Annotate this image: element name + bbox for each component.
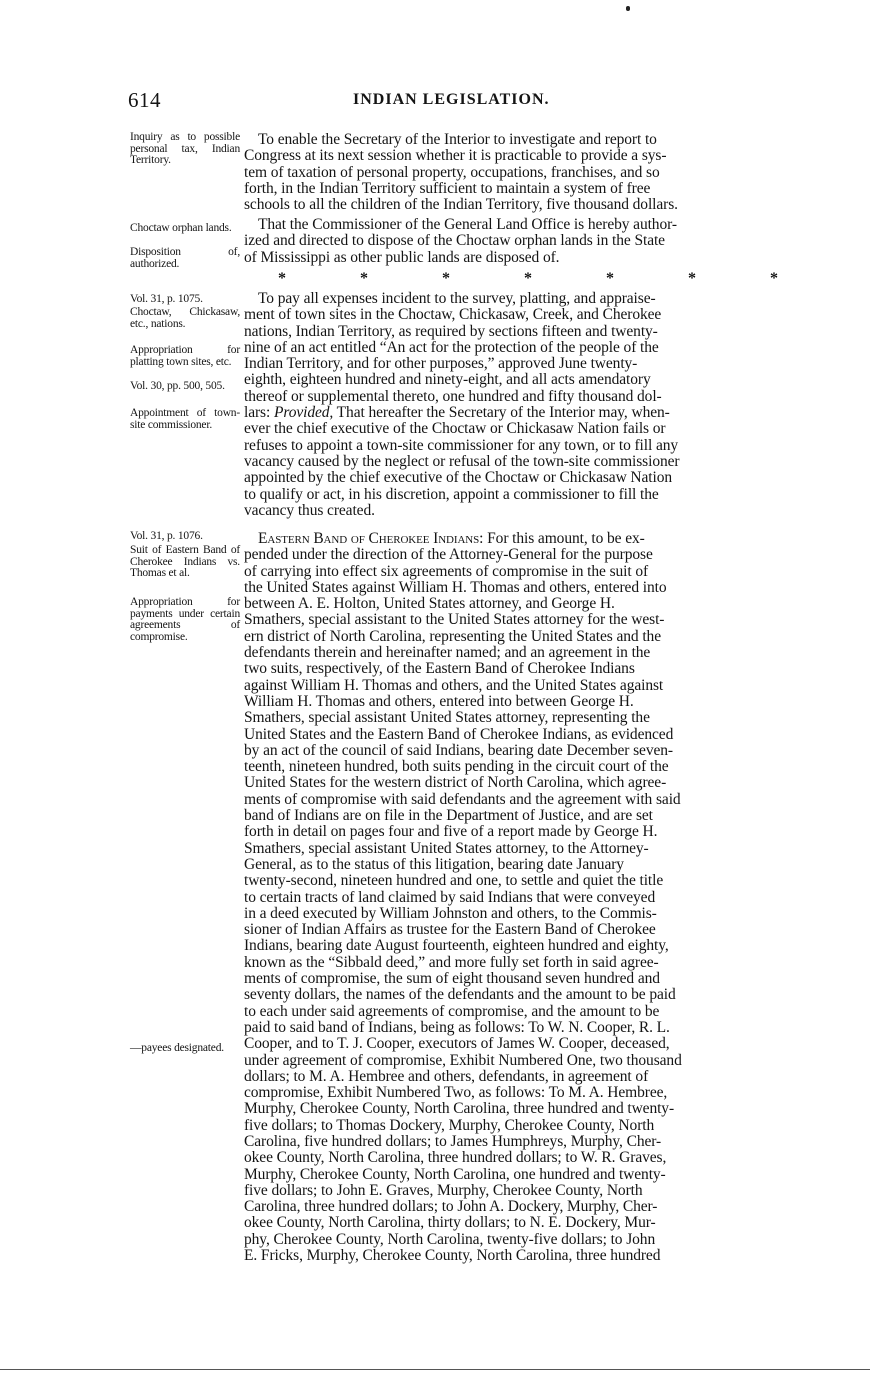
text-line: phy, Cherokee County, North Carolina, twenty-five dollars; to John bbox=[244, 1230, 656, 1248]
text-line: Smathers, special assistant to the United States attorney for the west- bbox=[244, 611, 665, 629]
text-line: sioner of Indian Affairs as trustee for the Eastern Band of Cherokee bbox=[244, 921, 656, 939]
text-line: That the Commissioner of the General Land Office is hereby author- bbox=[258, 216, 677, 233]
paragraph-choctaw-orphan-lands bbox=[244, 217, 800, 266]
text-line: in a deed executed by William Johnston and others, to the Commis- bbox=[244, 904, 657, 922]
text-line: paid to said band of Indians, being as follows: To W. N. Cooper, R. L. bbox=[244, 1018, 670, 1036]
margin-note-vol31-1075: Vol. 31, p. 1075. bbox=[130, 293, 203, 305]
star: * bbox=[688, 270, 696, 287]
text-line: thereof or supplemental thereto, one hundred and fifty thousand dol- bbox=[244, 387, 662, 405]
text-line: forth, in the Indian Territory sufficient to maintain a system of free bbox=[244, 179, 651, 197]
text-line: forth in detail on pages four and five of a report made by George H. bbox=[244, 823, 658, 841]
text-line: ment of town sites in the Choctaw, Chickasaw, Creek, and Cherokee bbox=[244, 306, 662, 324]
text-line: Smathers, special assistant United States attorney, to the Attorney- bbox=[244, 839, 649, 857]
text-line: To pay all expenses incident to the survey, platting, and appraise- bbox=[258, 290, 656, 307]
star: * bbox=[360, 270, 368, 287]
text-line: known as the “Sibbald deed,” and more fully set forth in said agree- bbox=[244, 953, 659, 971]
text-line: to certain tracts of land claimed by said Indians that were conveyed bbox=[244, 888, 656, 906]
text-line: Carolina, three hundred dollars; to John A. Dockery, Murphy, Cher- bbox=[244, 1198, 658, 1216]
text-line: okee County, North Carolina, three hundred dollars; to W. R. Graves, bbox=[244, 1149, 667, 1167]
text-line: the United States against William H. Thomas and others, entered into bbox=[244, 578, 667, 596]
text-line: vacancy thus created. bbox=[244, 501, 375, 519]
text-line: To enable the Secretary of the Interior to investigate and report to bbox=[258, 131, 657, 148]
page-header bbox=[128, 88, 800, 112]
eastern-band-first-rest: For this amount, to be ex- bbox=[483, 530, 645, 547]
text-line: between A. E. Holton, United States attorney, and George H. bbox=[244, 595, 615, 613]
margin-note-payees: —payees designated. bbox=[130, 1042, 224, 1054]
paragraph-inquiry bbox=[244, 132, 800, 213]
provided-rest: That hereafter the Secretary of the Interior may, when- bbox=[333, 404, 670, 422]
text-line: Smathers, special assistant United States attorney, representing the bbox=[244, 709, 650, 727]
star: * bbox=[770, 270, 778, 287]
margin-note-appointment: Appointment of town-site commissioner. bbox=[130, 407, 240, 431]
text-line: ments of compromise, the sum of eight thousand seven hundred and bbox=[244, 970, 660, 988]
text-line: of carrying into effect six agreements of compromise in the suit of bbox=[244, 562, 649, 580]
text-line: to each under said agreements of compromise, and the amount to be bbox=[244, 1002, 660, 1020]
margin-note-inquiry: Inquiry as to possible personal tax, Indian Territory. bbox=[130, 131, 240, 167]
margin-note-choctaw-nations: Choctaw, Chickasaw, etc., nations. bbox=[130, 306, 240, 330]
text-line: Indians, bearing date August fourteenth, eighteen hundred and eighty, bbox=[244, 937, 669, 955]
text-line: ern district of North Carolina, representing the United States and the bbox=[244, 627, 661, 645]
text-line: by an act of the council of said Indians, bearing date December seven- bbox=[244, 741, 673, 759]
margin-note-disposition: Disposition of, authorized. bbox=[130, 246, 240, 270]
star: * bbox=[442, 270, 450, 287]
eastern-band-heading: Eastern Band of Cherokee Indians: bbox=[258, 530, 484, 547]
text-line: seventy dollars, the names of the defendants and the amount to be paid bbox=[244, 986, 676, 1004]
text-line: dollars; to M. A. Hembree and others, defendants, in agreement of bbox=[244, 1067, 649, 1085]
text-line: Murphy, Cherokee County, North Carolina, three hundred and twenty- bbox=[244, 1100, 675, 1118]
text-line: Murphy, Cherokee County, North Carolina, one hundred and twenty- bbox=[244, 1165, 666, 1183]
text-line: Congress at its next session whether it is practicable to provide a sys- bbox=[244, 147, 667, 165]
text-line: two suits, respectively, of the Eastern Band of Cherokee Indians bbox=[244, 660, 635, 678]
text-line: E. Fricks, Murphy, Cherokee County, North Carolina, three hundred bbox=[244, 1247, 661, 1265]
text-line: teenth, nineteen hundred, both suits pending in the circuit court of the bbox=[244, 758, 669, 776]
page-number: 614 bbox=[128, 88, 161, 112]
text-line: Carolina, five hundred dollars; to James Humphreys, Murphy, Cher- bbox=[244, 1132, 662, 1150]
text-line: nine of an act entitled “An act for the protection of the people of the bbox=[244, 338, 659, 356]
paragraph-eastern-band-cherokee bbox=[244, 531, 800, 1264]
text-line: twenty-second, nineteen hundred and one, to settle and quiet the title bbox=[244, 872, 664, 890]
margin-note-appropriation-payments: Appropriation for payments under certain agreements of compromise. bbox=[130, 596, 240, 643]
text-line: ever the chief executive of the Choctaw or Chickasaw Nation fails or bbox=[244, 420, 666, 438]
running-head: INDIAN LEGISLATION. bbox=[353, 91, 550, 108]
text-line: eighth, eighteen hundred and ninety-eight, and all acts amendatory bbox=[244, 371, 651, 389]
star: * bbox=[278, 270, 286, 287]
text-line: United States for the western district of North Carolina, which agree- bbox=[244, 774, 667, 792]
text-line: General, as to the status of this litigation, bearing date January bbox=[244, 855, 624, 873]
provided-lead: lars: bbox=[244, 404, 274, 422]
text-line: five dollars; to John E. Graves, Murphy, Cherokee County, North bbox=[244, 1181, 643, 1199]
provided-word: Provided, bbox=[273, 404, 334, 422]
text-line: ized and directed to dispose of the Choctaw orphan lands in the State bbox=[244, 232, 665, 250]
text-line: vacancy caused by the neglect or refusal of the town-site commissioner bbox=[244, 452, 680, 470]
text-line: schools to all the children of the Indian Territory, five thousand dollars. bbox=[244, 196, 678, 214]
text-line: ments of compromise with said defendants and the agreement with said bbox=[244, 790, 681, 808]
star: * bbox=[606, 270, 614, 287]
ink-speck bbox=[626, 6, 630, 11]
text-line: nations, Indian Territory, as required by sections fifteen and twenty- bbox=[244, 322, 658, 340]
margin-note-vol31-1076: Vol. 31, p. 1076. bbox=[130, 530, 203, 542]
provided-line bbox=[244, 405, 800, 421]
text-line: tem of taxation of personal property, occupations, franchises, and so bbox=[244, 163, 660, 181]
margin-note-appropriation-townsites: Appropriation for platting town sites, etc. bbox=[130, 344, 240, 368]
paragraph-town-sites bbox=[244, 291, 800, 519]
text-line: under agreement of compromise, Exhibit Numbered One, two thousand bbox=[244, 1051, 682, 1069]
page-bottom-edge bbox=[0, 1369, 870, 1370]
eastern-band-heading-line bbox=[244, 531, 800, 547]
text-line: five dollars; to Thomas Dockery, Murphy, Cherokee County, North bbox=[244, 1116, 655, 1134]
text-line: William H. Thomas and others, entered into between George H. bbox=[244, 692, 634, 710]
text-line: compromise, Exhibit Numbered Two, as follows: To M. A. Hembree, bbox=[244, 1084, 668, 1102]
text-line: of Mississippi as other public lands are disposed of. bbox=[244, 248, 560, 266]
text-line: to qualify or act, in his discretion, appoint a commissioner to fill the bbox=[244, 485, 659, 503]
text-line: okee County, North Carolina, thirty dollars; to N. E. Dockery, Mur- bbox=[244, 1214, 656, 1232]
margin-note-choctaw-orphan-lands: Choctaw orphan lands. bbox=[130, 222, 232, 234]
text-line: United States and the Eastern Band of Cherokee Indians, as evidenced bbox=[244, 725, 674, 743]
text-line: pended under the direction of the Attorney-General for the purpose bbox=[244, 546, 653, 564]
text-line: band of Indians are on file in the Department of Justice, and are set bbox=[244, 807, 653, 825]
ellipsis-stars bbox=[278, 270, 778, 288]
margin-note-suit: Suit of Eastern Band of Cherokee Indians vs. Thomas et al. bbox=[130, 544, 240, 580]
text-line: defendants therein and hereinafter named; and an agreement in the bbox=[244, 644, 651, 662]
star: * bbox=[524, 270, 532, 287]
text-line: Indian Territory, and for other purposes,” approved June twenty- bbox=[244, 355, 638, 373]
text-line: Cooper, and to T. J. Cooper, executors of James W. Cooper, deceased, bbox=[244, 1035, 670, 1053]
text-line: refuses to appoint a town-site commissioner for any town, or to fill any bbox=[244, 436, 679, 454]
text-line: against William H. Thomas and others, and the United States against bbox=[244, 676, 664, 694]
text-line: appointed by the chief executive of the Choctaw or Chickasaw Nation bbox=[244, 469, 673, 487]
margin-note-vol30: Vol. 30, pp. 500, 505. bbox=[130, 380, 225, 392]
